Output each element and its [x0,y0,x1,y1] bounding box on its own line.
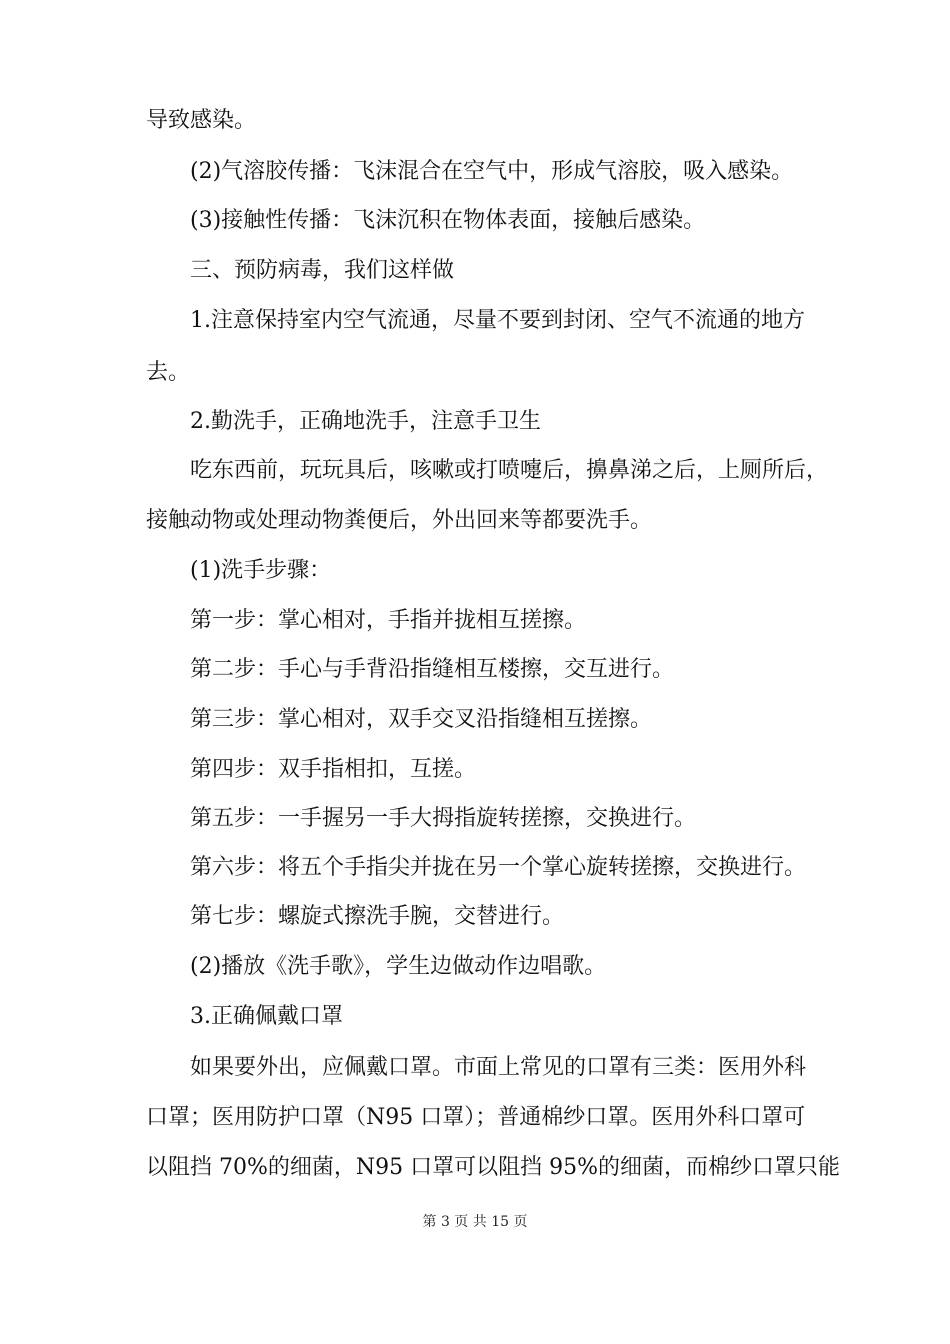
text-line: 第五步：一手握另一手大拇指旋转搓擦，交换进行。 [190,806,697,831]
section-heading: 三、预防病毒，我们这样做 [190,258,455,283]
text-line: 口罩；医用防护口罩（N95 口罩）；普通棉纱口罩。医用外科口罩可 [146,1105,806,1130]
text-line: 吃东西前，玩玩具后，咳嗽或打喷嚏后，擤鼻涕之后，上厕所后， [190,458,829,483]
text-line: 第四步：双手指相扣，互搓。 [190,757,477,782]
text-line: 第一步：掌心相对，手指并拢相互搓擦。 [190,608,587,633]
text-line: 如果要外出，应佩戴口罩。市面上常见的口罩有三类：医用外科 [190,1055,807,1080]
text-line: 3.正确佩戴口罩 [190,1004,343,1029]
text-line: (3)接触性传播：飞沫沉积在物体表面，接触后感染。 [190,208,706,233]
text-line: 第六步：将五个手指尖并拢在另一个掌心旋转搓擦，交换进行。 [190,855,807,880]
text-line: 导致感染。 [146,108,257,133]
text-line: 以阻挡 70%的细菌，N95 口罩可以阻挡 95%的细菌，而棉纱口罩只能 [146,1155,841,1180]
text-line: 第三步：掌心相对，双手交叉沿指缝相互搓擦。 [190,707,653,732]
text-line: 第二步：手心与手背沿指缝相互楼擦，交互进行。 [190,657,675,682]
text-line: 2.勤洗手，正确地洗手，注意手卫生 [190,409,541,434]
text-line: 第七步：螺旋式擦洗手腕，交替进行。 [190,904,565,929]
text-line: (2)气溶胶传播：飞沫混合在空气中，形成气溶胶，吸入感染。 [190,159,794,184]
text-line: (2)播放《洗手歌》，学生边做动作边唱歌。 [190,954,607,979]
text-line: 去。 [146,360,191,385]
text-line: (1)洗手步骤： [190,558,332,583]
text-line: 接触动物或处理动物粪便后，外出回来等都要洗手。 [146,508,653,533]
page-number-footer: 第 3 页 共 15 页 [422,1214,528,1230]
text-line: 1.注意保持室内空气流通，尽量不要到封闭、空气不流通的地方 [190,308,805,333]
